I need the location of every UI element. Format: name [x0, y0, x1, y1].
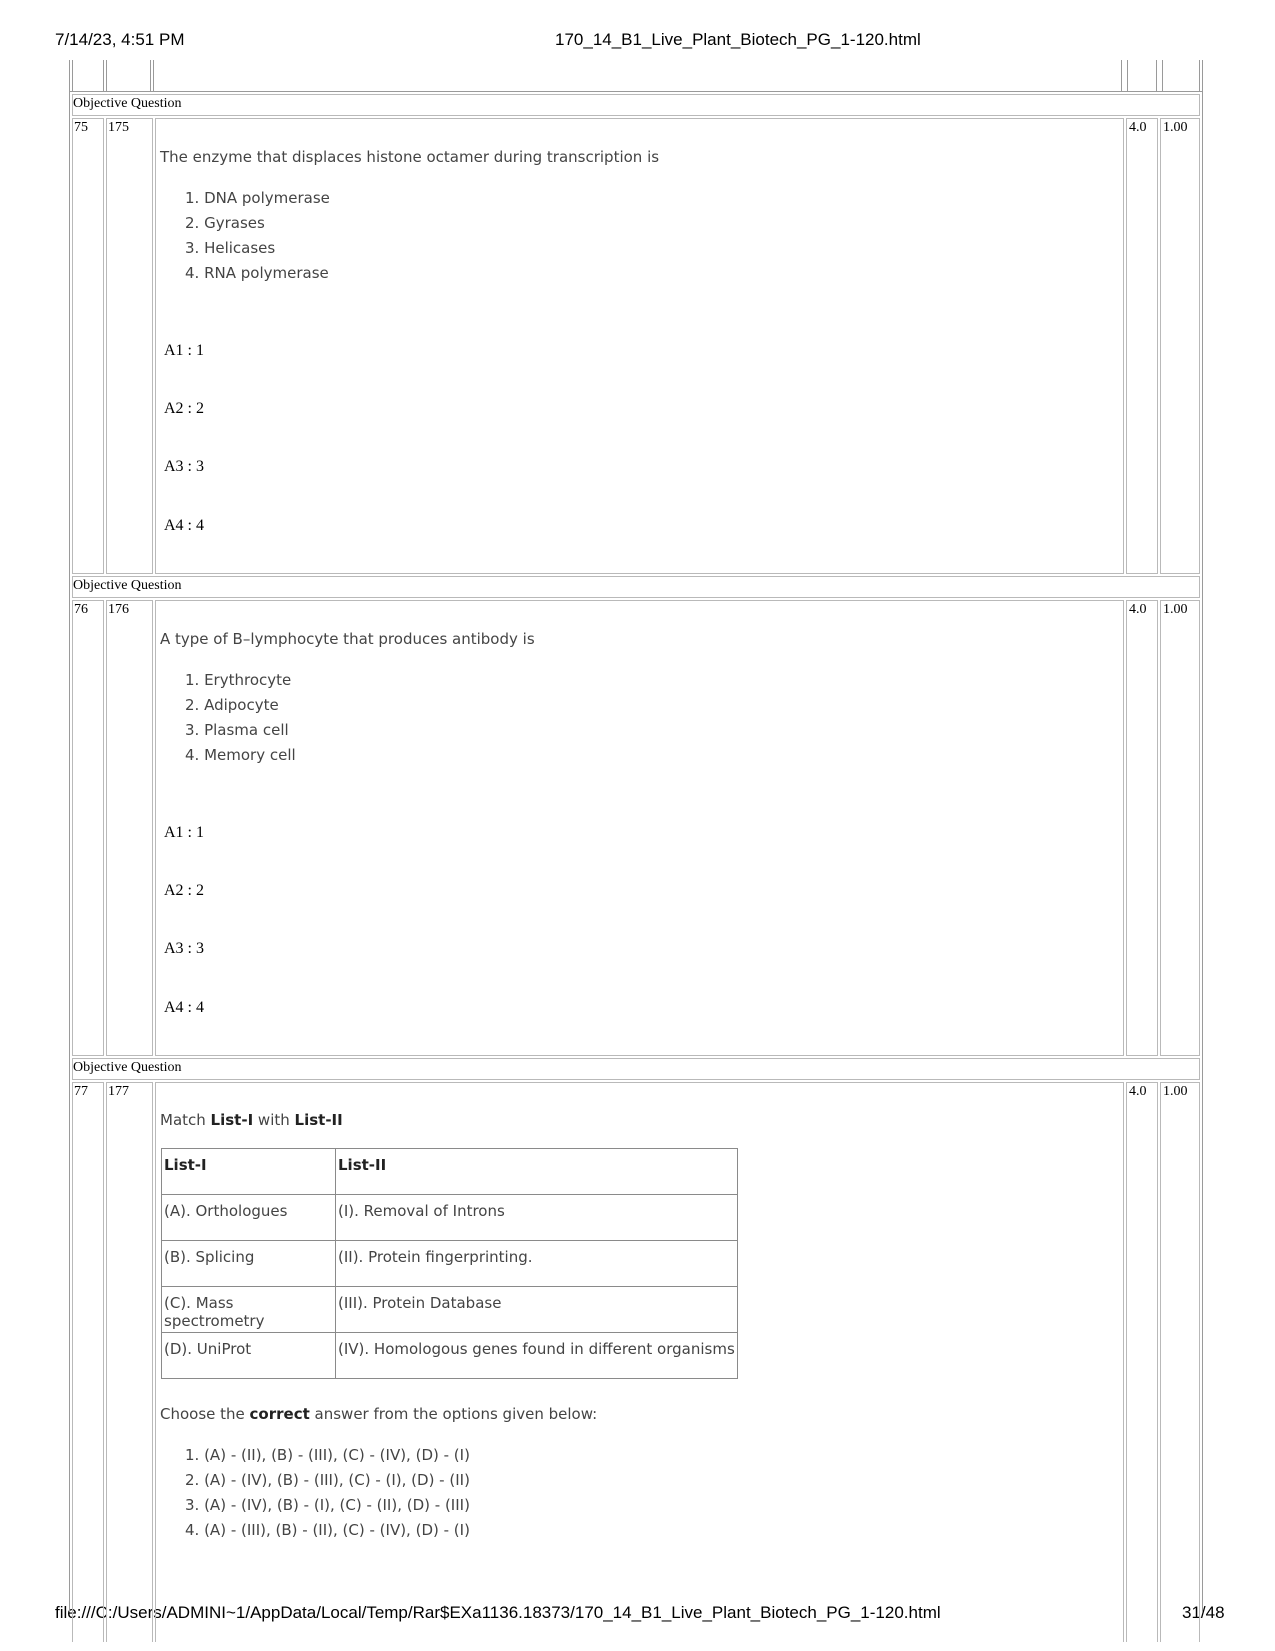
question-id: 175: [108, 120, 129, 135]
marks: 4.0: [1129, 1084, 1147, 1099]
table-cell: (B). Splicing: [162, 1241, 336, 1287]
column-header: List-I: [164, 1156, 207, 1174]
section-label: Objective Question: [73, 96, 182, 111]
table-cell: (I). Removal of Introns: [336, 1195, 738, 1241]
answer-option: A1 : 1: [164, 342, 204, 359]
option-item: 2. Adipocyte: [185, 696, 279, 714]
option-item: 2. (A) - (IV), (B) - (III), (C) - (I), (D) - (II): [185, 1471, 470, 1489]
table-row: [162, 1241, 738, 1287]
option-item: 4. (A) - (III), (B) - (II), (C) - (IV), (D) - (I): [185, 1521, 470, 1539]
answer-option: A1 : 1: [164, 824, 204, 841]
negative-marks: 1.00: [1163, 120, 1188, 135]
column-header: List-II: [338, 1156, 387, 1174]
print-page-number: 31/48: [1182, 1603, 1225, 1622]
print-datetime: 7/14/23, 4:51 PM: [55, 30, 185, 49]
question-text: A type of B–lymphocyte that produces antibody is: [160, 630, 535, 648]
instruction-text: Choose the correct answer from the options given below:: [160, 1405, 598, 1423]
print-file-path: file:///C:/Users/ADMINI~1/AppData/Local/Temp/Rar$EXa1136.18373/170_14_B1_Live_Plant_Biotech_PG_1-120.html: [55, 1603, 941, 1622]
marks: 4.0: [1129, 120, 1147, 135]
question-text: Match List-I with List-II: [160, 1111, 343, 1129]
table-cell: (C). Mass spectrometry: [162, 1287, 336, 1333]
match-list-table: [161, 1148, 738, 1379]
option-item: 1. Erythrocyte: [185, 671, 292, 689]
option-item: 3. Helicases: [185, 239, 276, 257]
negative-marks: 1.00: [1163, 1084, 1188, 1099]
table-cell: (II). Protein fingerprinting.: [336, 1241, 738, 1287]
question-text: The enzyme that displaces histone octamer during transcription is: [160, 148, 660, 166]
table-cell: (IV). Homologous genes found in different organisms: [336, 1333, 738, 1379]
option-item: 1. (A) - (II), (B) - (III), (C) - (IV), (D) - (I): [185, 1446, 470, 1464]
answer-option: A3 : 3: [164, 940, 204, 957]
answer-option: A4 : 4: [164, 517, 204, 534]
option-item: 4. Memory cell: [185, 746, 296, 764]
table-header-row: [162, 1149, 738, 1195]
option-item: 3. (A) - (IV), (B) - (I), (C) - (II), (D) - (III): [185, 1496, 470, 1514]
serial-number: 77: [74, 1084, 88, 1099]
answer-option: A4 : 4: [164, 999, 204, 1016]
print-title: 170_14_B1_Live_Plant_Biotech_PG_1-120.html: [555, 30, 921, 49]
section-label: Objective Question: [73, 578, 182, 593]
serial-number: 75: [74, 120, 88, 135]
option-item: 3. Plasma cell: [185, 721, 289, 739]
answer-option: A3 : 3: [164, 458, 204, 475]
answer-option: A2 : 2: [164, 882, 204, 899]
serial-number: 76: [74, 602, 88, 617]
table-cell: (A). Orthologues: [162, 1195, 336, 1241]
table-row: [162, 1287, 738, 1333]
table-row: [162, 1195, 738, 1241]
answer-option: A2 : 2: [164, 400, 204, 417]
marks: 4.0: [1129, 602, 1147, 617]
option-item: 1. DNA polymerase: [185, 189, 330, 207]
option-item: 4. RNA polymerase: [185, 264, 329, 282]
table-cell: (D). UniProt: [162, 1333, 336, 1379]
table-row: [162, 1333, 738, 1379]
question-id: 177: [108, 1084, 129, 1099]
question-id: 176: [108, 602, 129, 617]
section-label: Objective Question: [73, 1060, 182, 1075]
negative-marks: 1.00: [1163, 602, 1188, 617]
table-cell: (III). Protein Database: [336, 1287, 738, 1333]
option-item: 2. Gyrases: [185, 214, 265, 232]
